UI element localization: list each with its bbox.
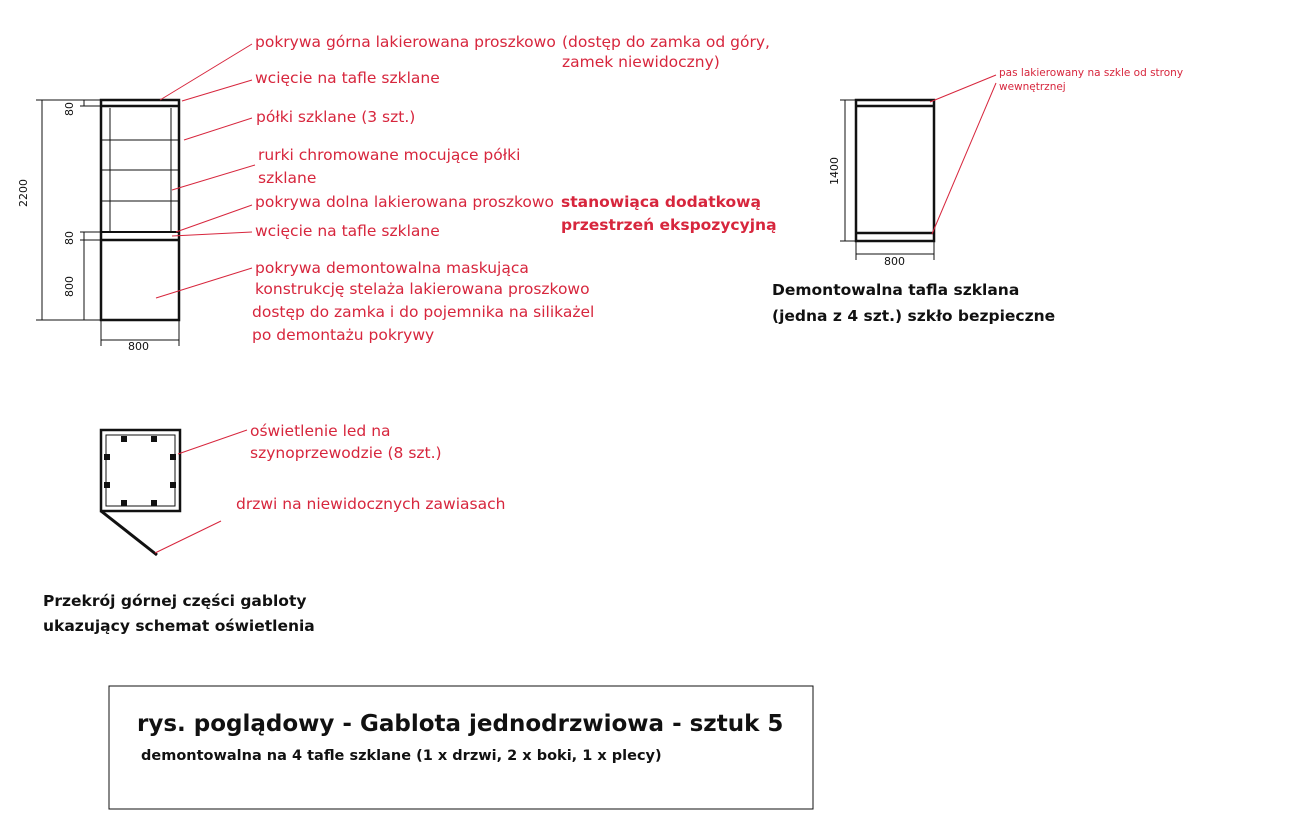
- glass-caption-1: Demontowalna tafla szklana: [772, 281, 1020, 299]
- glass-pane-view: [856, 100, 934, 241]
- led-points: [104, 436, 176, 506]
- cabinet-front-view: [101, 100, 179, 320]
- glass-note-2: wewnętrznej: [999, 81, 1066, 93]
- dim-base: 800: [63, 276, 76, 297]
- dim-bottom-cover: 80: [63, 231, 76, 245]
- label-bottom-cover-bold1: stanowiąca dodatkową: [561, 193, 761, 211]
- section-caption-1: Przekrój górnej części gabloty: [43, 592, 307, 610]
- dim-total-height: 2200: [17, 179, 30, 207]
- label-shelves: półki szklane (3 szt.): [256, 108, 416, 126]
- section-view: [101, 430, 180, 555]
- label-removable-1: pokrywa demontowalna maskująca: [255, 259, 529, 277]
- label-removable-3: dostęp do zamka i do pojemnika na silikażel: [252, 303, 595, 321]
- glass-caption-2: (jedna z 4 szt.) szkło bezpieczne: [772, 307, 1056, 325]
- section-caption-2: ukazujący schemat oświetlenia: [43, 617, 315, 635]
- label-removable-2: konstrukcję stelaża lakierowana proszkowo: [255, 280, 590, 298]
- dim-glass-width: 800: [884, 255, 905, 268]
- dim-top-cover: 80: [63, 102, 76, 116]
- label-tubes-2: szklane: [258, 169, 317, 187]
- label-door: drzwi na niewidocznych zawiasach: [236, 495, 506, 513]
- dim-glass-height: 1400: [828, 157, 841, 185]
- label-top-cover-note2: zamek niewidoczny): [562, 53, 720, 71]
- label-top-cover: pokrywa górna lakierowana proszkowo: [255, 33, 556, 51]
- dim-width: 800: [128, 340, 149, 353]
- front-dimension-lines: [36, 100, 179, 346]
- label-glass-cut-bottom: wcięcie na tafle szklane: [255, 222, 440, 240]
- page-subtitle: demontowalna na 4 tafle szklane (1 x drzwi, 2 x boki, 1 x plecy): [141, 748, 662, 764]
- section-leader-lines: [155, 430, 247, 553]
- glass-dimension-lines: [840, 100, 934, 260]
- glass-note-1: pas lakierowany na szkle od strony: [999, 67, 1184, 79]
- glass-leader-lines: [930, 75, 996, 234]
- label-glass-cut-top: wcięcie na tafle szklane: [255, 69, 440, 87]
- page-title: rys. poglądowy - Gablota jednodrzwiowa - sztuk 5: [137, 711, 784, 737]
- label-led-2: szynoprzewodzie (8 szt.): [250, 444, 442, 462]
- label-top-cover-note1: (dostęp do zamka od góry,: [562, 33, 770, 51]
- label-bottom-cover: pokrywa dolna lakierowana proszkowo: [255, 193, 555, 211]
- label-bottom-cover-bold2: przestrzeń ekspozycyjną: [561, 216, 777, 234]
- label-tubes-1: rurki chromowane mocujące półki: [258, 146, 521, 164]
- label-led-1: oświetlenie led na: [250, 422, 391, 440]
- label-removable-4: po demontażu pokrywy: [252, 326, 435, 344]
